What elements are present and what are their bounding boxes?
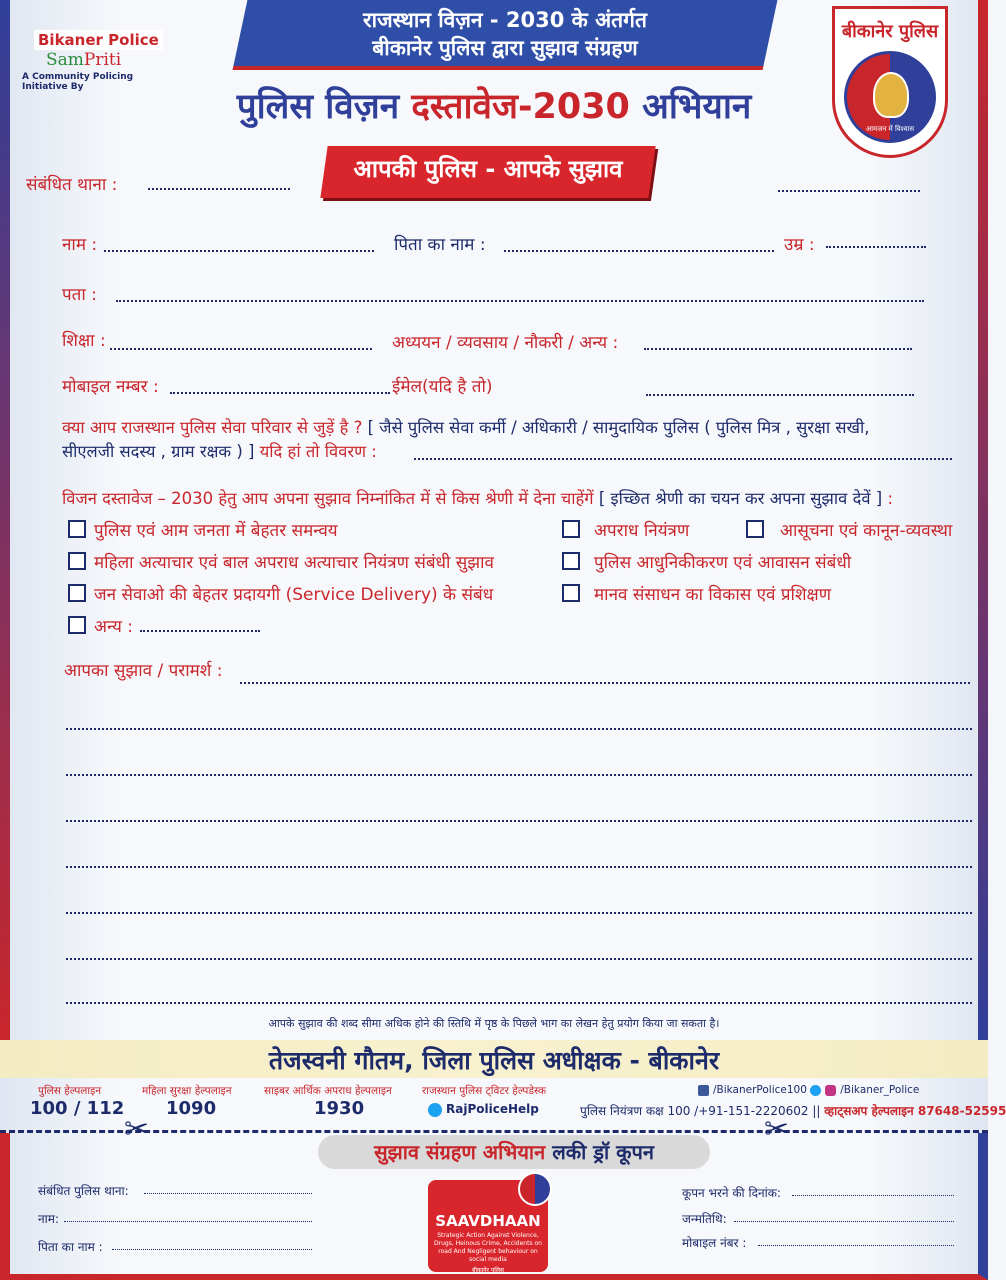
control-room-line: पुलिस नियंत्रण कक्ष 100 /+91-151-2220602 || व्हाट्सअप हेल्पलाइन 87648-52595 (580, 1104, 1006, 1118)
helpline-number: 100 / 112 (30, 1098, 125, 1119)
coupon-mobile-field[interactable] (758, 1244, 954, 1246)
family-details-field[interactable] (414, 458, 952, 460)
coupon-date-field[interactable] (792, 1194, 954, 1196)
scissors-icon: ✂ (764, 1112, 790, 1147)
scissors-icon: ✂ (124, 1112, 150, 1147)
title-part-1: पुलिस विज़न (236, 87, 400, 127)
badge-title: बीकानेर पुलिस (841, 21, 939, 42)
option-other: अन्य : (94, 617, 133, 637)
name-field[interactable] (104, 250, 374, 252)
checkbox-service-delivery[interactable] (68, 584, 86, 602)
age-field[interactable] (826, 246, 926, 248)
badge-motto: आमजन में विश्वास (865, 125, 915, 133)
email-label: ईमेल(यदि है तो) (392, 377, 493, 397)
suggestion-line[interactable] (66, 1002, 972, 1004)
email-field[interactable] (646, 394, 914, 396)
header-line-2: बीकानेर पुलिस द्वारा सुझाव संग्रहण (372, 36, 638, 60)
helpline-number: 1090 (166, 1098, 217, 1119)
option-hr-training: मानव संसाधन का विकास एवं प्रशिक्षण (594, 585, 831, 605)
checkbox-intelligence-law[interactable] (746, 520, 764, 538)
station-extra-field[interactable] (778, 190, 920, 192)
header-line-1: राजस्थान विज़न - 2030 के अंतर्गत (363, 8, 647, 32)
helpline-number: 1930 (314, 1098, 365, 1119)
saavdhaan-logo (428, 1180, 548, 1272)
option-coordination: पुलिस एवं आम जनता में बेहतर समन्वय (94, 521, 338, 541)
instagram-icon (825, 1085, 836, 1096)
coupon-station-field[interactable] (144, 1192, 312, 1194)
checkbox-women-child[interactable] (68, 552, 86, 570)
coupon-title (318, 1135, 710, 1169)
coupon-dob-field[interactable] (734, 1220, 954, 1222)
suggestion-line[interactable] (66, 728, 972, 730)
category-question-end: : (887, 489, 894, 508)
coupon-name-label: नाम: (38, 1212, 59, 1226)
logo-title: Bikaner Police (34, 30, 163, 50)
sp-name: तेजस्वनी गौतम, जिला पुलिस अधीक्षक - बीकानेर (268, 1046, 720, 1075)
social-handles (698, 1084, 919, 1096)
family-question (62, 416, 962, 464)
category-question (62, 487, 972, 511)
facebook-handle[interactable]: /BikanerPolice100 (713, 1084, 807, 1096)
option-service-delivery: जन सेवाओ की बेहतर प्रदायगी (Service Delivery) के संबंध (94, 585, 494, 605)
twitter-icon (810, 1085, 821, 1096)
checkbox-other[interactable] (68, 616, 86, 634)
address-field[interactable] (116, 300, 924, 302)
coupon-mobile-label: मोबाइल नंबर : (682, 1236, 747, 1250)
suggestion-line[interactable] (66, 774, 972, 776)
saavdhaan-footer: बीकानेर पुलिस (472, 1267, 504, 1274)
twitter-helpdesk[interactable] (428, 1102, 539, 1117)
helpline-label: साइबर आर्थिक अपराध हेल्पलाइन (264, 1085, 392, 1097)
police-emblem-icon (518, 1172, 552, 1206)
coupon-dob-label: जन्मतिथि: (682, 1212, 727, 1226)
saavdhaan-title: SAAVDHAAN (435, 1212, 541, 1230)
twitter-icon (428, 1103, 442, 1117)
family-details-label: यदि हां तो विवरण : (259, 442, 377, 461)
coupon-name-field[interactable] (64, 1220, 312, 1222)
name-label: नाम : (62, 235, 98, 255)
logo-priti: Priti (83, 50, 122, 70)
category-question-dark: [ इच्छित श्रेणी का चयन कर अपना सुझाव देवें ] (598, 489, 883, 508)
suggestion-line[interactable] (66, 912, 972, 914)
father-field[interactable] (504, 250, 774, 252)
suggestion-line[interactable] (240, 682, 970, 684)
twitter-instagram-handle[interactable]: /Bikaner_Police (840, 1084, 920, 1096)
helpline-label: राजस्थान पुलिस ट्विटर हेल्पडेस्क (422, 1085, 547, 1097)
facebook-icon (698, 1085, 709, 1096)
title-part-3: अभियान (642, 87, 752, 127)
coupon-station-label: संबंधित पुलिस थाना: (38, 1184, 129, 1198)
address-label: पता : (62, 285, 97, 305)
mobile-label: मोबाइल नम्बर : (62, 377, 159, 397)
left-edge-stripe (0, 0, 10, 1040)
checkbox-modernization[interactable] (562, 552, 580, 570)
category-question-red: विजन दस्तावेज – 2030 हेतु आप अपना सुझाव निम्नांकित में से किस श्रेणी में देना चाहेंगें (62, 489, 594, 508)
family-question-line2: सीएलजी सदस्य , ग्राम रक्षक ) ] (62, 442, 255, 461)
page-title (0, 82, 988, 129)
other-field[interactable] (140, 630, 260, 632)
logo-sam: Sam (46, 50, 84, 70)
coupon-father-label: पिता का नाम : (38, 1240, 103, 1254)
whatsapp-helpline: व्हाट्सअप हेल्पलाइन 87648-52595 (824, 1104, 1006, 1118)
station-field[interactable] (148, 188, 290, 190)
checkbox-hr-training[interactable] (562, 584, 580, 602)
title-part-2: दस्तावेज-2030 (411, 87, 630, 127)
suggestion-label: आपका सुझाव / परामर्श : (64, 661, 223, 681)
occupation-label: अध्ययन / व्यवसाय / नौकरी / अन्य : (392, 333, 619, 353)
helpline-label: महिला सुरक्षा हेल्पलाइन (142, 1085, 232, 1097)
word-limit-note: आपके सुझाव की शब्द सीमा अधिक होने की स्तिथि में पृष्ठ के पिछले भाग का लेखन हेतु प्रयोग किया जा सकता है। (268, 1017, 720, 1030)
coupon-father-field[interactable] (112, 1248, 312, 1250)
family-question-dark: [ जैसे पुलिस सेवा कर्मी / अधिकारी / सामुदायिक पुलिस ( पुलिस मित्र , सुरक्षा सखी, (367, 418, 870, 437)
saavdhaan-subtitle: Strategic Action Against Violence, Drugs, Heinous Crime, Accidents on road And Negligent behaviour on social media (434, 1232, 542, 1263)
slogan-text: आपकी पुलिस - आपके सुझाव (353, 155, 623, 183)
option-women-child: महिला अत्याचार एवं बाल अपराध अत्याचार नियंत्रण संबंधी सुझाव (94, 553, 494, 573)
education-field[interactable] (110, 348, 372, 350)
option-modernization: पुलिस आधुनिकीकरण एवं आवासन संबंधी (594, 553, 852, 573)
education-label: शिक्षा : (62, 331, 106, 351)
twitter-handle: RajPoliceHelp (446, 1102, 539, 1116)
age-label: उम्र : (784, 235, 815, 255)
checkbox-crime-control[interactable] (562, 520, 580, 538)
right-edge-stripe (978, 0, 988, 1040)
suggestion-line[interactable] (66, 820, 972, 822)
checkbox-coordination[interactable] (68, 520, 86, 538)
father-label: पिता का नाम : (394, 235, 486, 255)
suggestion-line[interactable] (66, 866, 972, 868)
mobile-field[interactable] (170, 392, 390, 394)
header-band-text (250, 6, 760, 62)
coupon-title-red: सुझाव संग्रहण अभियान (374, 1140, 546, 1164)
coupon-title-blue: लकी ड्रॉ कूपन (552, 1140, 654, 1164)
occupation-field[interactable] (644, 348, 912, 350)
logo-caption: A Community Policing Initiative By (22, 72, 134, 92)
suggestion-line[interactable] (66, 958, 972, 960)
station-label: संबंधित थाना : (26, 175, 118, 195)
option-crime-control: अपराध नियंत्रण (594, 521, 690, 541)
coupon-date-label: कूपन भरने की दिनांक: (682, 1186, 781, 1200)
family-question-red: क्या आप राजस्थान पुलिस सेवा परिवार से जुड़ें है ? (62, 418, 363, 437)
helpline-label: पुलिस हेल्पलाइन (38, 1085, 102, 1097)
control-room: पुलिस नियंत्रण कक्ष 100 /+91-151-2220602 (580, 1104, 809, 1118)
logo-wordmark (46, 50, 172, 70)
option-intelligence-law: आसूचना एवं कानून-व्यवस्था (780, 521, 953, 541)
